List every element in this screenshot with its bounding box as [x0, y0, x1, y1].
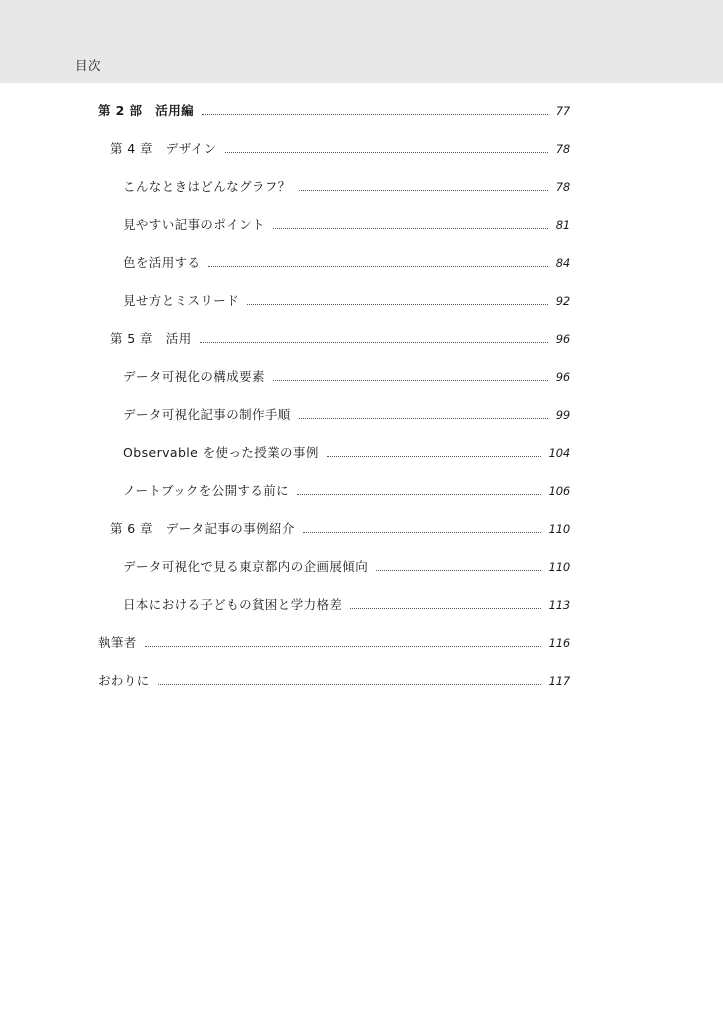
toc-page-number: 116 [548, 636, 570, 650]
toc-section [123, 366, 570, 386]
toc-entry-label: 日本における子どもの貧困と学力格差 [123, 597, 343, 612]
dot-leader [299, 189, 548, 191]
dot-leader [202, 113, 548, 115]
dot-leader [327, 455, 541, 457]
dot-leader [297, 493, 541, 495]
dot-leader [273, 227, 548, 229]
dot-leader [247, 303, 548, 305]
toc-entry-label: データ可視化で見る東京都内の企画展傾向 [123, 559, 369, 574]
toc-entry-label: 第 2 部 活用編 [98, 103, 195, 118]
toc-page-number: 96 [555, 332, 570, 346]
toc-section [123, 290, 570, 310]
toc-entry-label: ノートブックを公開する前に [123, 483, 290, 498]
dot-leader [208, 265, 547, 267]
toc-entry-label: 第 6 章 データ記事の事例紹介 [110, 521, 295, 536]
toc-page-number: 110 [548, 560, 570, 574]
toc-entry-label: 色を活用する [123, 255, 201, 270]
toc-section [123, 252, 570, 272]
toc-section [123, 404, 570, 424]
dot-leader [350, 607, 540, 609]
toc-entry-label: おわりに [98, 673, 150, 688]
toc-entry-label: 第 4 章 デザイン [110, 141, 217, 156]
dot-leader [158, 683, 541, 685]
toc-page-number: 96 [555, 370, 570, 384]
dot-leader [299, 417, 548, 419]
toc-entry-label: データ可視化の構成要素 [123, 369, 265, 384]
dot-leader [376, 569, 541, 571]
dot-leader [273, 379, 548, 381]
toc-afterword [98, 670, 570, 690]
toc-entry-label: 第 5 章 活用 [110, 331, 192, 346]
page-title: 目次 [75, 58, 102, 73]
toc-page-number: 78 [555, 180, 570, 194]
toc-chapter-6 [110, 518, 570, 538]
toc-chapter-4 [110, 138, 570, 158]
toc-page-number: 110 [548, 522, 570, 536]
toc-entry-label: 執筆者 [98, 635, 137, 650]
toc-part-2 [98, 100, 570, 120]
toc-authors [98, 632, 570, 652]
toc-entry-label: 見やすい記事のポイント [123, 217, 265, 232]
toc-entry-label: データ可視化記事の制作手順 [123, 407, 291, 422]
toc-page-number: 117 [548, 674, 570, 688]
dot-leader [145, 645, 541, 647]
toc-section [123, 556, 570, 576]
toc-page-number: 99 [555, 408, 570, 422]
toc-page-number: 92 [555, 294, 570, 308]
toc-page-number: 77 [555, 104, 570, 118]
toc-page-number: 106 [548, 484, 570, 498]
dot-leader [200, 341, 548, 343]
toc-entry-label: Observable を使った授業の事例 [123, 445, 319, 460]
toc-section [123, 480, 570, 500]
toc-section [123, 214, 570, 234]
toc-entry-label: こんなときはどんなグラフ？ [123, 179, 291, 194]
toc-page-number: 78 [555, 142, 570, 156]
toc-page-number: 84 [555, 256, 570, 270]
toc-page-number: 113 [548, 598, 570, 612]
toc-chapter-5 [110, 328, 570, 348]
dot-leader [225, 151, 548, 153]
toc-section [123, 176, 570, 196]
dot-leader [303, 531, 541, 533]
toc-section [123, 442, 570, 462]
toc-page-number: 81 [555, 218, 570, 232]
toc-entry-label: 見せ方とミスリード [123, 293, 240, 308]
toc-page-number: 104 [548, 446, 570, 460]
toc-section [123, 594, 570, 614]
